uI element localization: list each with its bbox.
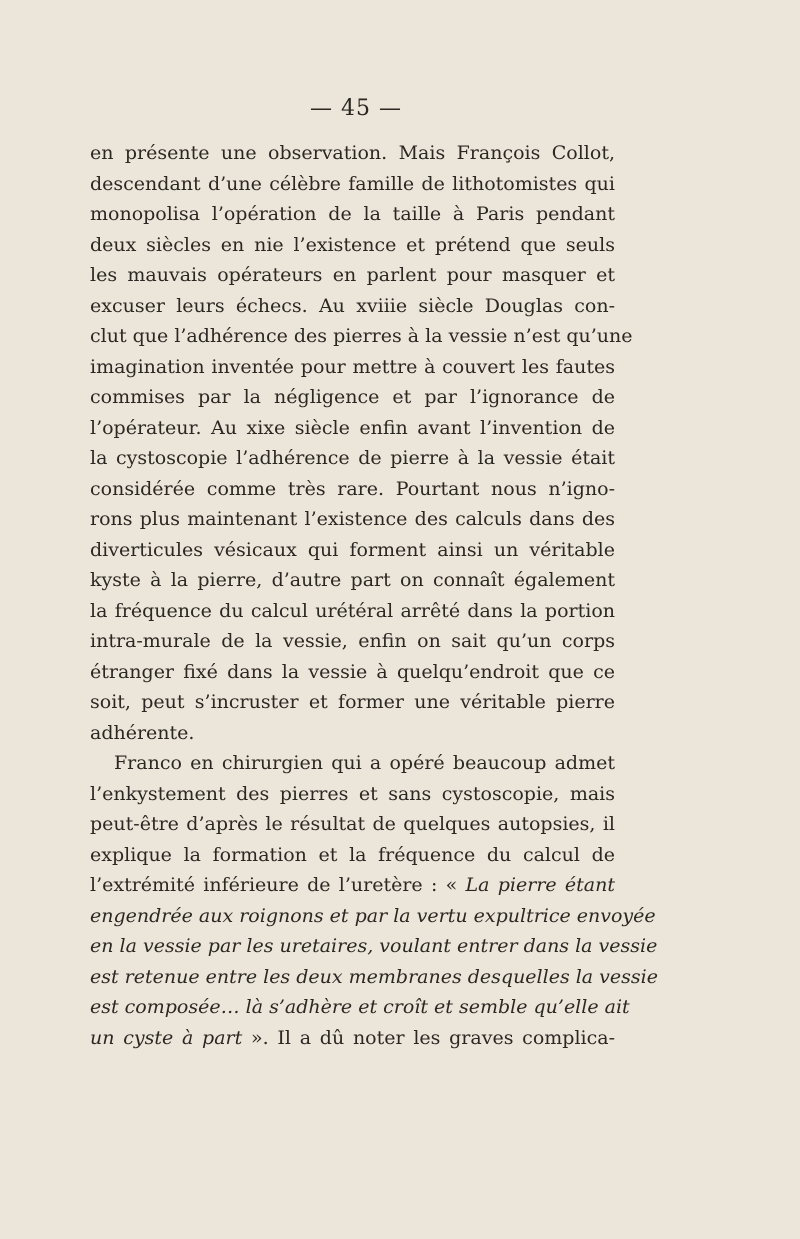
- text-line: monopolisa l’opération de la taille à Paris pendant: [90, 203, 615, 225]
- text-line: l’opérateur. Au xixe siècle enfin avant l’invention de: [90, 416, 615, 439]
- italic-text-line: est retenue entre les deux membranes desquelles la vessie: [90, 965, 658, 988]
- text-line: clut que l’adhérence des pierres à la vessie n’est qu’une: [90, 325, 633, 347]
- text-line: diverticules vésicaux qui forment ainsi un véritable: [90, 538, 615, 561]
- text-line: excuser leurs échecs. Au xviiie siècle Douglas con-: [90, 294, 615, 317]
- text-line: la cystoscopie l’adhérence de pierre à la vessie était: [90, 447, 615, 469]
- text-line-with-italic: [90, 1023, 615, 1054]
- italic-text-line: est composée… là s’adhère et croît et semble qu’elle ait: [90, 996, 630, 1018]
- text-line: soit, peut s’incruster et former une véritable pierre: [90, 691, 615, 713]
- text-line-with-italic: [90, 870, 615, 901]
- text-line: imagination inventée pour mettre à couvert les fautes: [90, 355, 615, 378]
- text-line: intra-murale de la vessie, enfin on sait qu’un corps: [90, 630, 615, 652]
- body-text: [90, 138, 658, 1053]
- text-line: commises par la négligence et par l’ignorance de: [90, 386, 615, 408]
- italic-segment: La pierre étant: [465, 874, 615, 896]
- text-line: peut-être d’après le résultat de quelques autopsies, il: [90, 813, 615, 835]
- text-line: descendant d’une célèbre famille de lithotomistes qui: [90, 172, 615, 195]
- text-segment: ». Il a dû noter les graves complica-: [242, 1026, 615, 1049]
- text-line: kyste à la pierre, d’autre part on connaît également: [90, 569, 615, 591]
- text-line: rons plus maintenant l’existence des calculs dans des: [90, 508, 615, 530]
- page-number: — 45 —: [310, 96, 402, 121]
- italic-text-line: engendrée aux roignons et par la vertu expultrice envoyée: [90, 904, 656, 927]
- italic-segment: un cyste à part: [90, 1026, 243, 1049]
- text-line: l’enkystement des pierres et sans cystoscopie, mais: [90, 782, 615, 805]
- text-line: adhérente.: [90, 721, 195, 744]
- text-line: les mauvais opérateurs en parlent pour masquer et: [90, 264, 615, 286]
- text-segment: l’extrémité inférieure de l’uretère : «: [90, 874, 466, 896]
- text-line: la fréquence du calcul urétéral arrêté dans la portion: [90, 599, 615, 622]
- text-line: deux siècles en nie l’existence et prétend que seuls: [90, 233, 615, 256]
- text-line: étranger fixé dans la vessie à quelqu’endroit que ce: [90, 660, 615, 683]
- text-line: Franco en chirurgien qui a opéré beaucoup admet: [114, 752, 615, 774]
- text-line: explique la formation et la fréquence du calcul de: [90, 843, 615, 866]
- text-line: en présente une observation. Mais François Collot,: [90, 142, 615, 164]
- text-line: considérée comme très rare. Pourtant nous n’igno-: [90, 477, 615, 500]
- italic-text-line: en la vessie par les uretaires, voulant entrer dans la vessie: [90, 935, 658, 957]
